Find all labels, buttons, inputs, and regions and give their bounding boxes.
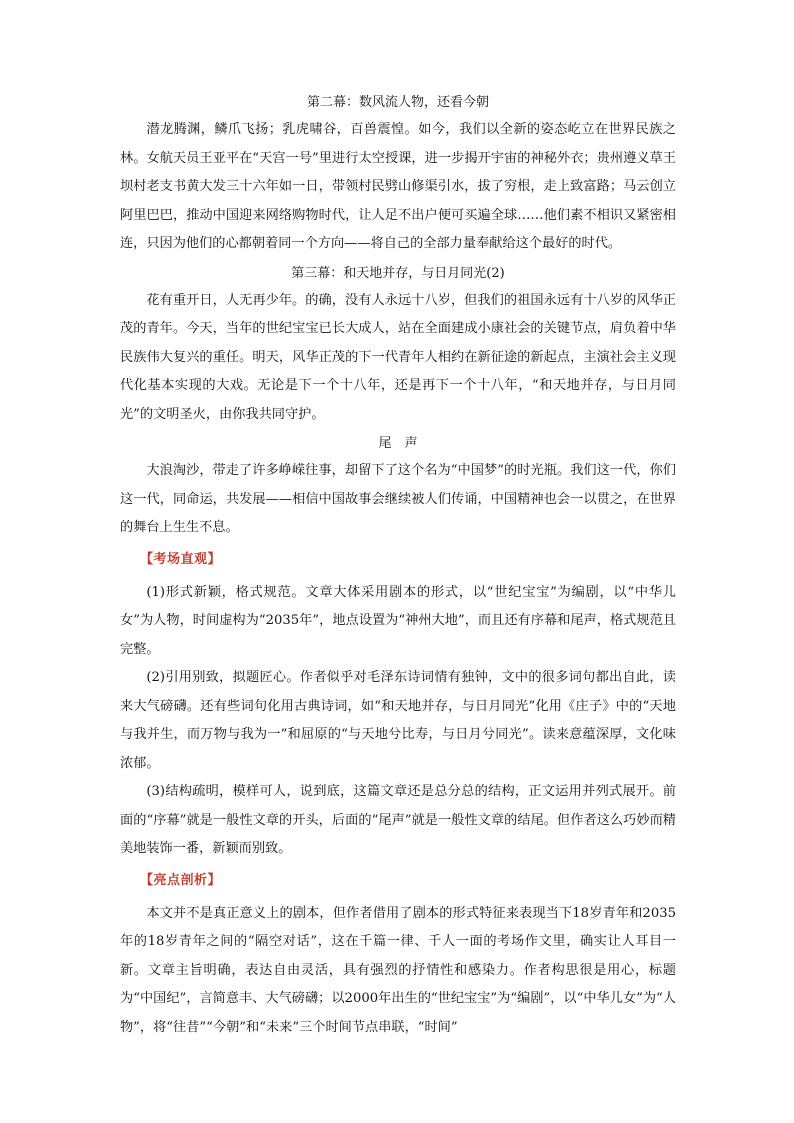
act-two-paragraph: 潜龙腾渊，鳞爪飞扬；乳虎啸谷，百兽震惶。如今，我们以全新的姿态屹立在世界民族之林。女航天员王亚平在“天宫一号”里进行太空授课，进一步揭开宇宙的神秘外衣；贵州遵义草王坝村老支书黄大发三十六年如一日，带领村民劈山修渠引水，拔了穷根，走上致富路；马云创立阿里巴巴，推动中国迎来网络购物时代，让人足不出户便可买遍全球……他们素不相识又紧密相连，只因为他们的心都朝着同一个方向——将自己的全部力量奉献给这个最好的时代。 (120, 122, 676, 251)
epilogue-heading: 尾 声 (378, 436, 418, 451)
exam-view-item: (3)结构疏明，模样可人，说到底，这篇文章还是总分总的结构，正文运用并列式展开。前面的“序幕”就是一般性文章的开头，后面的“尾声”就是一般性文章的结尾。但作者这么巧妙而精美地装饰一番，新颖而别致。 (120, 784, 676, 856)
exam-view-tag: 【考场直观】 (140, 551, 222, 567)
highlight-paragraph: 本文并不是真正意义上的剧本，但作者借用了剧本的形式特征来表现当下18岁青年和2035年的18岁青年之间的“隔空对话”，这在千篇一律、千人一面的考场作文里，确实让人耳目一新。文章主旨明确，表达自由灵活，具有强烈的抒情性和感染力。作者构思很是用心，标题为“中国纪”，言简意丰、大气磅礴；以2000年出生的“世纪宝宝”为“编剧”，以“中华儿女”为“人物”，将“往昔”“今朝”和“未来”三个时间节点串联，“时间” (120, 905, 676, 1035)
act-two-heading: 第二幕：数风流人物，还看今朝 (306, 95, 489, 110)
exam-view-item: (1)形式新颖，格式规范。文章大体采用剧本的形式，以“世纪宝宝”为编剧，以“中华儿女”为人物，时间虚构为“2035年”，地点设置为“神州大地”，而且还有序幕和尾声，格式规范且完整。 (120, 584, 676, 657)
highlight-tag: 【亮点剖析】 (140, 872, 222, 888)
document-body (120, 92, 676, 1042)
act-three-heading: 第三幕：和天地并存，与日月同光(2) (291, 265, 505, 281)
exam-view-item: (2)引用别致，拟题匠心。作者似乎对毛泽东诗词情有独钟，文中的很多词句都出自此，读来大气磅礴。还有些词句化用古典诗词，如“和天地并存，与日月同光”化用《庄子》中的“天地与我并生，而万物与我为一”和屈原的“与天地兮比寿，与日月兮同光”。读来意蕴深厚，文化味浓郁。 (120, 670, 676, 771)
act-three-paragraph: 花有重开日，人无再少年。的确，没有人永远十八岁，但我们的祖国永远有十八岁的风华正茂的青年。今天，当年的世纪宝宝已长大成人，站在全面建成小康社会的关键节点，肩负着中华民族伟大复兴的重任。明天，风华正茂的下一代青年人相约在新征途的新起点，主演社会主义现代化基本实现的大戏。无论是下一个十八年，还是再下一个十八年，“和天地并存，与日月同光”的文明圣火，由你我共同守护。 (120, 292, 676, 422)
epilogue-paragraph: 大浪淘沙，带走了许多峥嵘往事，却留下了这个名为“中国梦”的时光瓶。我们这一代，你们这一代，同命运，共发展——相信中国故事会继续被人们传诵，中国精神也会一以贯之，在世界的舞台上生生不息。 (120, 463, 676, 535)
